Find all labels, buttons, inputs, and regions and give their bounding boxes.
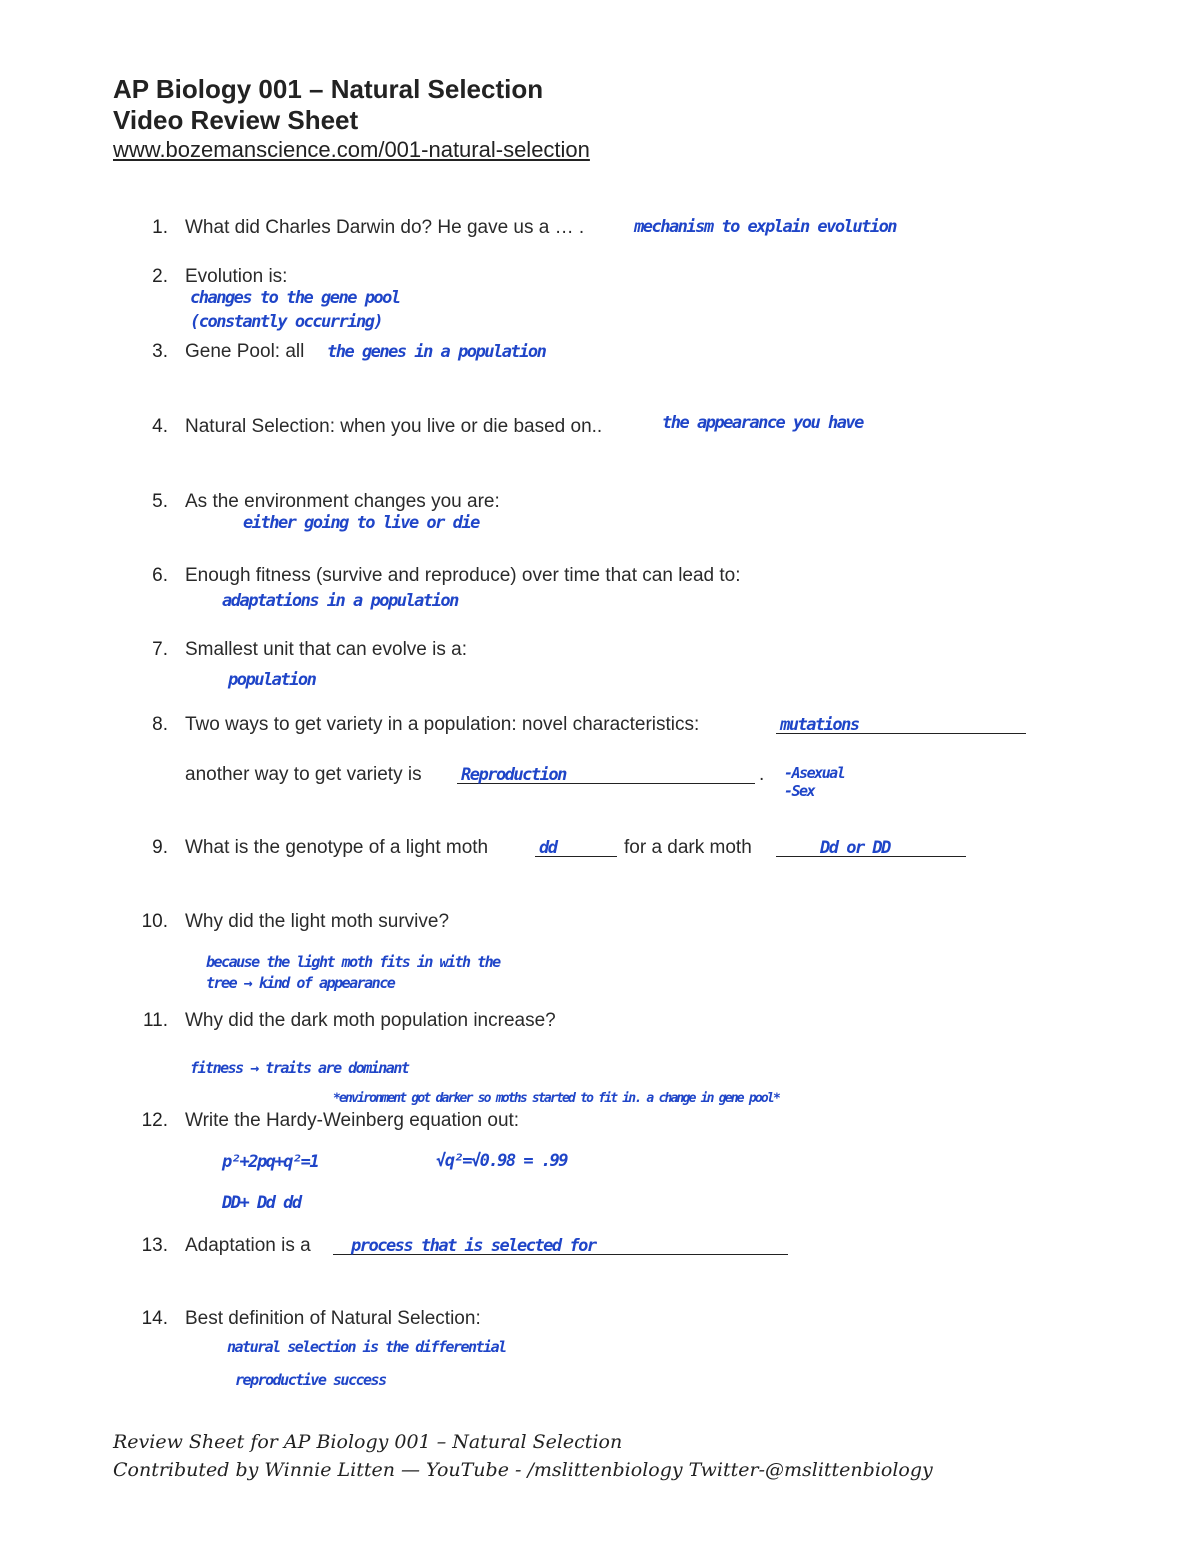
question-5-answer: either going to live or die xyxy=(243,513,479,533)
footer-line-1: Review Sheet for AP Biology 001 – Natural Selection xyxy=(113,1431,623,1453)
question-4-text: Natural Selection: when you live or die based on.. xyxy=(185,416,603,437)
question-10-text: Why did the light moth survive? xyxy=(185,911,450,932)
question-3-number: 3. xyxy=(152,341,168,362)
question-6-answer: adaptations in a population xyxy=(222,591,458,611)
question-3-text: Gene Pool: all xyxy=(185,341,305,362)
question-2-number: 2. xyxy=(152,266,168,287)
question-13-number: 13. xyxy=(141,1235,168,1256)
question-11-answer-line1: fitness → traits are dominant xyxy=(190,1059,409,1077)
question-10-answer-line2: tree → kind of appearance xyxy=(206,974,395,992)
question-8-blank-1[interactable] xyxy=(776,713,1026,739)
question-14-answer-line2: reproductive success xyxy=(235,1371,386,1389)
question-12-text: Write the Hardy-Weinberg equation out: xyxy=(185,1110,520,1131)
question-9-answer-2: Dd or DD xyxy=(820,838,890,858)
question-8-text-2: another way to get variety is xyxy=(185,764,422,785)
question-8-text: Two ways to get variety in a population: novel characteristics: xyxy=(185,714,700,735)
question-6-text: Enough fitness (survive and reproduce) over time that can lead to: xyxy=(185,565,741,586)
question-8-note-line2: -Sex xyxy=(784,782,815,800)
question-13-blank[interactable] xyxy=(333,1234,788,1260)
question-12-answer-line2: DD+ Dd dd xyxy=(222,1193,301,1213)
question-7-number: 7. xyxy=(152,639,168,660)
question-10-number: 10. xyxy=(141,911,168,932)
question-11-answer-line2: *environment got darker so moths started to fit in. a change in gene pool* xyxy=(333,1091,779,1106)
question-7-text: Smallest unit that can evolve is a: xyxy=(185,639,467,660)
question-14-text: Best definition of Natural Selection: xyxy=(185,1308,481,1329)
question-5-number: 5. xyxy=(152,491,168,512)
question-14-answer-line1: natural selection is the differential xyxy=(227,1338,506,1356)
question-11-text: Why did the dark moth population increase? xyxy=(185,1010,556,1031)
footer-line-2: Contributed by Winnie Litten — YouTube - /mslittenbiology Twitter-@mslittenbiology xyxy=(113,1459,933,1481)
question-9-blank-2[interactable] xyxy=(776,836,966,862)
question-9-number: 9. xyxy=(152,837,168,858)
question-2-text: Evolution is: xyxy=(185,266,288,287)
question-9-answer-1: dd xyxy=(539,838,557,858)
question-12-answer-side: √q²=√0.98 = .99 xyxy=(436,1151,568,1171)
question-14-number: 14. xyxy=(141,1308,168,1329)
question-6-number: 6. xyxy=(152,565,168,586)
question-8-number: 8. xyxy=(152,714,168,735)
question-3-answer: the genes in a population xyxy=(327,342,546,362)
question-8-note-line1: -Asexual xyxy=(784,764,845,782)
question-8-answer-2: Reproduction xyxy=(461,765,566,785)
question-12-answer-line1: p²+2pq+q²=1 xyxy=(222,1152,319,1172)
question-1-number: 1. xyxy=(152,217,168,238)
question-10-answer-line1: because the light moth fits in with the xyxy=(206,953,500,971)
question-1-text: What did Charles Darwin do? He gave us a … . xyxy=(185,217,585,238)
question-9-text: What is the genotype of a light moth xyxy=(185,837,489,858)
question-4-answer: the appearance you have xyxy=(662,413,863,433)
question-13-text: Adaptation is a xyxy=(185,1235,311,1256)
source-link[interactable]: www.bozemanscience.com/001-natural-selection xyxy=(113,137,590,162)
question-2-answer-line2: (constantly occurring) xyxy=(190,312,383,332)
question-8-blank-2[interactable] xyxy=(457,763,755,789)
question-13-answer: process that is selected for xyxy=(351,1236,596,1256)
question-8-answer-1: mutations xyxy=(780,715,859,735)
question-9-blank-1[interactable] xyxy=(535,836,617,862)
question-4-number: 4. xyxy=(152,416,168,437)
question-9-text-2: for a dark moth xyxy=(624,837,752,858)
question-2-answer-line1: changes to the gene pool xyxy=(190,288,400,308)
question-11-number: 11. xyxy=(142,1010,168,1031)
question-1-answer: mechanism to explain evolution xyxy=(634,217,897,237)
page-subtitle: Video Review Sheet xyxy=(113,105,359,135)
question-7-answer: population xyxy=(228,670,316,690)
question-12-number: 12. xyxy=(141,1110,168,1131)
page-title: AP Biology 001 – Natural Selection xyxy=(113,74,544,104)
question-8-period: . xyxy=(759,764,765,785)
question-5-text: As the environment changes you are: xyxy=(185,491,500,512)
